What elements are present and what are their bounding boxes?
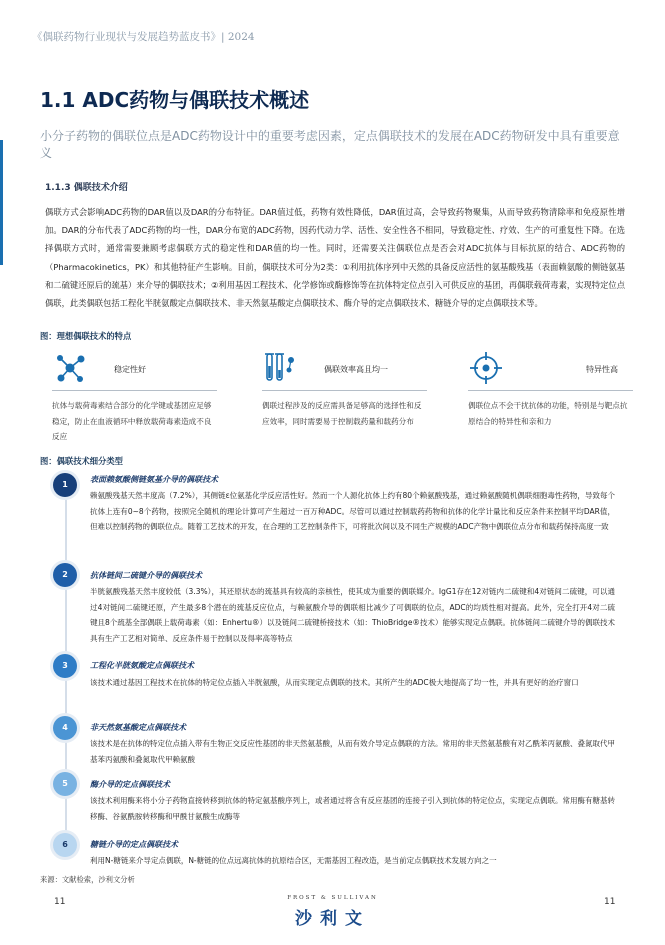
section-heading: 1.1.3 偶联技术介绍 — [45, 183, 128, 193]
flask-icon — [262, 350, 298, 386]
divider — [468, 390, 633, 391]
brand-logo: 沙利文 — [295, 909, 370, 929]
step-number-badge: 5 — [53, 772, 77, 796]
source-note: 来源：文献检索，沙利文分析 — [40, 875, 135, 884]
figure1-label: 图：理想偶联技术的特点 — [40, 331, 132, 341]
item-title: 工程化半胱氨酸定点偶联技术 — [90, 661, 194, 670]
step-number-badge: 4 — [53, 716, 77, 740]
item-title: 糖链介导的定点偶联技术 — [90, 840, 178, 849]
feature-title: 稳定性好 — [114, 365, 146, 374]
item-title: 酶介导的定点偶联技术 — [90, 780, 170, 789]
brand-subtitle: FROST & SULLIVAN — [287, 895, 378, 901]
item-text: 该技术通过基因工程技术在抗体的特定位点插入半胱氨酸，从而实现定点偶联的技术。其所产生的ADC极大地提高了均一性，并具有更好的治疗窗口 — [90, 678, 579, 687]
item-text: 该技术是在抗体的特定位点插入带有生物正交反应性基团的非天然氨基酸，从而有效介导定点偶联的方法。常用的非天然氨基酸有对乙酰苯丙氨酸、叠氮取代甲基苯丙氨酸和叠氮取代甲赖氨酸 — [90, 739, 615, 764]
item-title: 非天然氨基酸定点偶联技术 — [90, 723, 186, 732]
page-title: 1.1 ADC药物与偶联技术概述 — [40, 88, 310, 112]
step-number-badge: 6 — [53, 833, 77, 857]
item-text: 半胱氨酸残基天然丰度较低（3.3%），其还原状态的巯基具有较高的亲核性，使其成为重要的偶联媒介。IgG1存在12对链内二硫键和4对链间二硫键，可以通过4对链间二硫键还原，产生最多8个潜在的巯基反应位点，与赖氨酸介导的偶联相比减少了可偶联的位点，ADC的均质性相对提高。此外，完全打开4对二硫键且8个巯基全部偶联上载荷毒素（如：Enhertu®）以及链间二硫键桥接技术（如：ThioBridge®技术）能够实现定点偶联。抗体链间二硫键介导的偶联技术具有生产工艺相对简单、反应条件易于控制以及得率高等特点 — [90, 587, 615, 643]
accent-bar — [0, 140, 3, 265]
target-icon — [468, 350, 504, 386]
divider — [52, 390, 217, 391]
feature-desc: 抗体与载荷毒素结合部分的化学键或基团应足够稳定，防止在血液循环中释放载荷毒素造成不良反应 — [52, 401, 212, 441]
body-paragraph: 偶联方式会影响ADC药物的DAR值以及DAR的分布特征。DAR值过低，药物有效性降低，DAR值过高，会导致药物聚集，从而导致药物清除率和免疫原性增加。DAR的分布代表了ADC药物的均一性，DAR分布宽的ADC药物，因药代动力学、活性、安全性各不相同，导致稳定性、疗效、生产的可重复性下降。在选择偶联方式时，通常需要兼顾考虑偶联方式的稳定性和DAR值的均一性。同时，还需要关注偶联位点是否会对ADC抗体与目标抗原的结合、ADC药物的（Pharmacokinetics，PK）和其他特征产生影响。目前，偶联技术可分为2类：①利用抗体序列中天然的具备反应活性的氨基酸残基（表面赖氨酸的侧链氨基和二硫键还原后的巯基）来介导的偶联技术；②利用基因工程技术、化学修饰或酶修饰等在抗体特定位点引入可供反应的基团，再偶联载荷毒素，实现特定位点偶联，此类偶联包括工程化半胱氨酸定点偶联技术、非天然氨基酸定点偶联技术、酶介导的定点偶联技术、糖链介导的定点偶联技术等。 — [45, 207, 625, 309]
item-text: 利用N-糖链来介导定点偶联，N-糖链的位点远离抗体的抗原结合区，无需基因工程改造，是当前定点偶联技术发展方向之一 — [90, 856, 497, 865]
step-number-badge: 3 — [53, 654, 77, 678]
item-title: 表面赖氨酸侧链氨基介导的偶联技术 — [90, 475, 218, 484]
step-number-badge: 1 — [53, 473, 77, 497]
running-header: 《偶联药物行业现状与发展趋势蓝皮书》| 2024 — [32, 31, 255, 43]
page-number-right: 11 — [604, 897, 616, 907]
item-text: 该技术利用酶来将小分子药物直接转移到抗体的特定氨基酸序列上，或者通过将含有反应基团的连接子引入到抗体的特定位点，实现定点偶联。常用酶有糖基转移酶、谷氨酰胺转移酶和甲酰甘氨酸生成酶等 — [90, 796, 615, 821]
figure2-label: 图：偶联技术细分类型 — [40, 456, 123, 466]
divider — [262, 390, 427, 391]
molecule-icon — [52, 350, 88, 386]
subtitle: 小分子药物的偶联位点是ADC药物设计中的重要考虑因素，定点偶联技术的发展在ADC药物研发中具有重要意义 — [40, 129, 620, 160]
feature-desc: 偶联位点不会干扰抗体的功能，特别是与靶点抗原结合的特异性和亲和力 — [468, 401, 628, 426]
item-title: 抗体链间二硫键介导的偶联技术 — [90, 571, 202, 580]
feature-desc: 偶联过程涉及的反应需具备足够高的选择性和反应效率，同时需要易于控制载药量和载药分布 — [262, 401, 422, 426]
step-number-badge: 2 — [53, 563, 77, 587]
page-number-left: 11 — [54, 897, 66, 907]
item-text: 赖氨酸残基天然丰度高（7.2%），其侧链ε位氨基化学反应活性好。然而一个人源化抗体上约有80个赖氨酸残基，通过赖氨酸随机偶联细胞毒性药物，导致每个抗体上连有0~8个药物，按照完全随机的理论计算可产生超过一百万种ADC。尽管可以通过控制载药药物和抗体的化学计量比和反应条件来控制平均DAR值，但难以控制药物的偶联位点。随着工艺技术的开发，在合理的工艺控制条件下，可将批次间以及不同生产规模的ADC产物中偶联位点分布和载药保持高度一致 — [90, 491, 615, 532]
feature-title: 偶联效率高且均一 — [324, 365, 388, 374]
feature-title: 特异性高 — [586, 365, 618, 374]
